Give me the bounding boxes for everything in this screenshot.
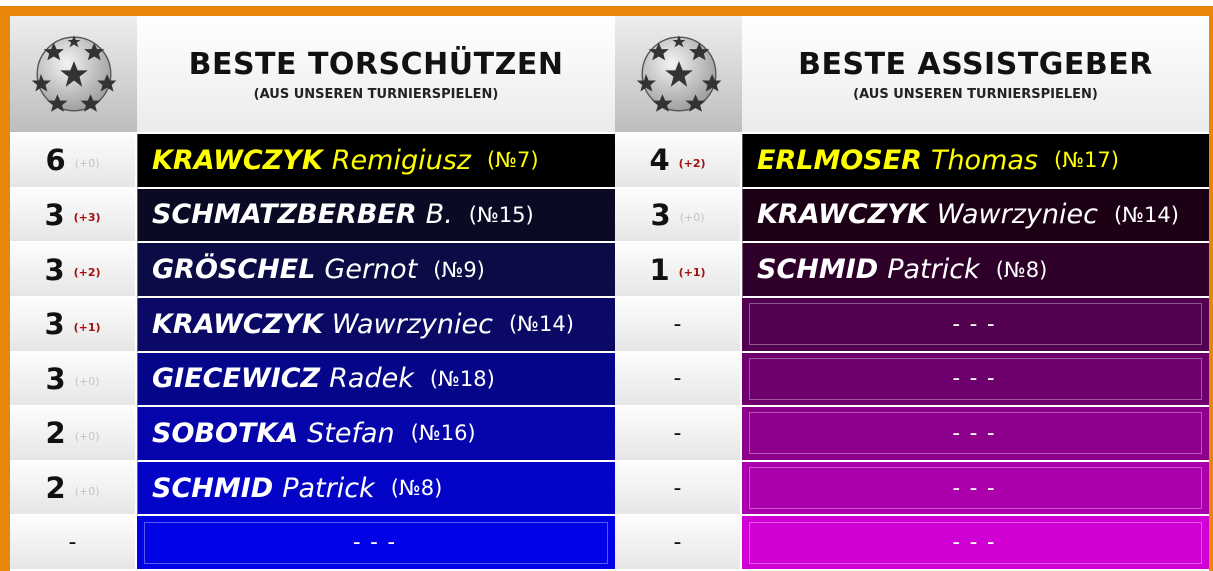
scorers-rank-cell (10, 462, 137, 517)
empty-slot: --- (749, 303, 1202, 345)
starball-icon (28, 28, 120, 120)
jersey-number: (№7) (486, 148, 539, 173)
jersey-number: (№8) (995, 257, 1048, 282)
assists-rank-cell (615, 407, 742, 462)
assists-rank-cell (615, 298, 742, 353)
count-delta: (+0) (74, 429, 100, 443)
jersey-number: (№17) (1054, 148, 1119, 173)
assists-player-cell (742, 516, 1209, 571)
player-last-name: ERLMOSER (757, 144, 922, 176)
goal-count: 2 (45, 416, 66, 451)
scorers-subtitle: (AUS UNSEREN TURNIERSPIELEN) (253, 86, 499, 102)
count-placeholder: - (673, 366, 682, 392)
player-last-name: SOBOTKA (152, 417, 299, 449)
count-placeholder: - (673, 530, 682, 556)
player-first-name: Patrick (887, 254, 980, 286)
scorers-title: BESTE TORSCHÜTZEN (188, 46, 564, 82)
assists-subtitle: (AUS UNSEREN TURNIERSPIELEN) (853, 86, 1098, 102)
assists-rank-cell (615, 462, 742, 517)
player-first-name: Radek (329, 363, 414, 395)
assists-rank-cell (615, 243, 742, 298)
scorers-rank-cell (10, 134, 137, 189)
empty-slot: --- (749, 467, 1202, 509)
count-delta: (+0) (74, 156, 100, 170)
assists-rank-cell (615, 189, 742, 244)
scorers-rank-cell (10, 407, 137, 462)
assists-player-cell (742, 243, 1209, 298)
count-delta: (+3) (73, 211, 101, 225)
player-first-name: Remigiusz (331, 144, 471, 176)
player-last-name: GIECEWICZ (152, 363, 321, 395)
assists-player-cell (742, 462, 1209, 517)
scorers-player-cell (137, 298, 615, 353)
jersey-number: (№18) (429, 366, 495, 391)
scorers-player-cell (137, 189, 615, 244)
goal-count: 2 (45, 471, 66, 506)
jersey-number: (№16) (410, 421, 476, 446)
assists-logo (615, 16, 742, 134)
scorers-player-cell (137, 407, 615, 462)
goal-count: 3 (44, 252, 65, 287)
player-first-name: Wawrzyniec (331, 308, 493, 340)
player-first-name: Thomas (930, 144, 1038, 176)
player-first-name: Wawrzyniec (936, 199, 1098, 231)
count-placeholder: - (673, 420, 682, 446)
jersey-number: (№14) (1113, 202, 1179, 227)
player-first-name: Gernot (324, 254, 418, 286)
scorers-rank-cell (10, 298, 137, 353)
jersey-number: (№14) (508, 312, 574, 337)
empty-slot: --- (749, 358, 1202, 400)
empty-slot: --- (749, 522, 1202, 564)
player-first-name: Patrick (282, 472, 375, 504)
scorers-title-block (137, 16, 615, 134)
assists-player-cell (742, 298, 1209, 353)
player-last-name: SCHMATZBERBER (152, 199, 417, 231)
assists-rank-cell (615, 516, 742, 571)
count-delta: (+1) (678, 266, 706, 280)
assist-count: 3 (650, 197, 671, 232)
assist-count: 4 (649, 143, 670, 178)
assists-title: BESTE ASSISTGEBER (798, 46, 1153, 82)
empty-slot: --- (749, 412, 1202, 454)
player-last-name: KRAWCZYK (757, 199, 928, 231)
scoreboard-grid (10, 16, 1209, 571)
count-delta: (+1) (73, 320, 101, 334)
assists-rank-cell (615, 353, 742, 408)
jersey-number: (№8) (390, 476, 443, 501)
goal-count: 3 (44, 197, 65, 232)
assists-player-cell (742, 134, 1209, 189)
goal-count: 3 (45, 361, 66, 396)
assists-player-cell (742, 189, 1209, 244)
player-last-name: SCHMID (757, 254, 879, 286)
scorers-player-cell (137, 134, 615, 189)
player-last-name: SCHMID (152, 472, 274, 504)
scorers-rank-cell (10, 353, 137, 408)
player-last-name: GRÖSCHEL (152, 254, 316, 286)
goal-count: 6 (45, 143, 66, 178)
count-delta: (+0) (74, 375, 100, 389)
assists-player-cell (742, 407, 1209, 462)
count-delta: (+2) (73, 266, 101, 280)
goal-count: 3 (44, 307, 65, 342)
count-placeholder: - (673, 475, 682, 501)
scorers-rank-cell (10, 189, 137, 244)
scorers-player-cell (137, 353, 615, 408)
assists-title-block (742, 16, 1209, 134)
count-placeholder: - (673, 311, 682, 337)
count-placeholder: - (68, 530, 77, 556)
assists-player-cell (742, 353, 1209, 408)
scorers-player-cell (137, 516, 615, 571)
scorers-player-cell (137, 462, 615, 517)
player-first-name: Stefan (307, 417, 395, 449)
player-last-name: KRAWCZYK (152, 144, 323, 176)
player-first-name: B. (425, 199, 453, 231)
scorers-rank-cell (10, 516, 137, 571)
count-delta: (+0) (74, 484, 100, 498)
count-delta: (+0) (679, 211, 705, 225)
starball-icon (633, 28, 725, 120)
count-delta: (+2) (678, 156, 706, 170)
assist-count: 1 (649, 252, 670, 287)
jersey-number: (№9) (433, 257, 485, 282)
scorers-logo (10, 16, 137, 134)
scorers-rank-cell (10, 243, 137, 298)
empty-slot: --- (144, 522, 608, 564)
scorers-player-cell (137, 243, 615, 298)
assists-rank-cell (615, 134, 742, 189)
player-last-name: KRAWCZYK (152, 308, 323, 340)
jersey-number: (№15) (468, 202, 534, 227)
